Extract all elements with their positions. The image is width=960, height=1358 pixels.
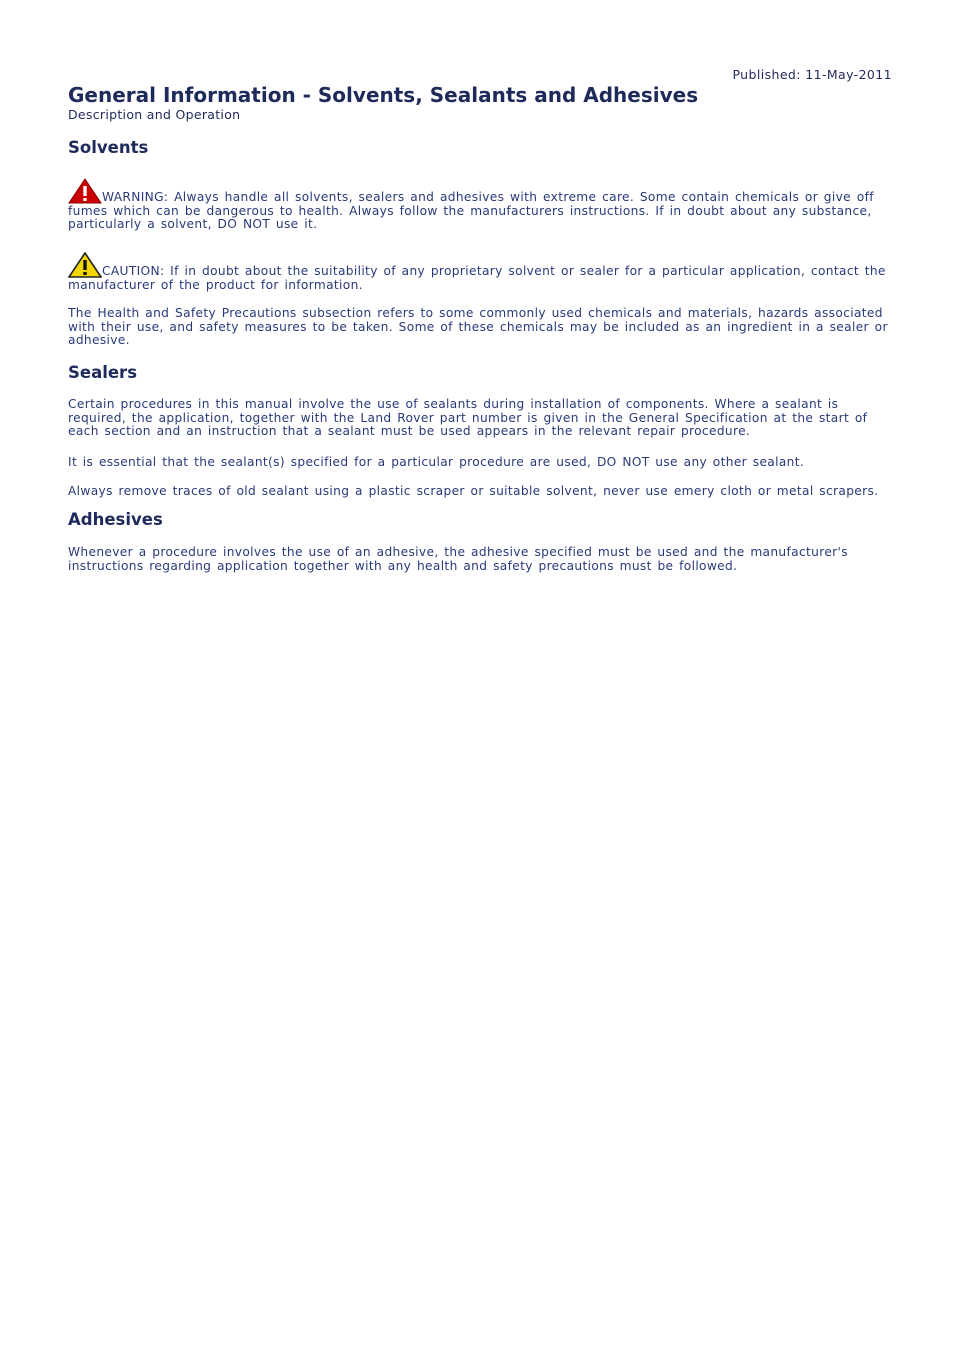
sealers-paragraph-2: It is essential that the sealant(s) specified for a particular procedure are used, DO NOT use any other sealant. — [68, 455, 805, 469]
sealers-paragraph-3: Always remove traces of old sealant using a plastic scraper or suitable solvent, never use emery cloth or metal scrapers. — [68, 484, 879, 498]
page-title: General Information - Solvents, Sealants and Adhesives — [68, 83, 699, 107]
caution-text: CAUTION: If in doubt about the suitability of any proprietary solvent or sealer for a particular application, contact the manufacturer of the product for information. — [68, 264, 886, 292]
warning-text: WARNING: Always handle all solvents, sealers and adhesives with extreme care. Some contain chemicals or give off fumes which can be dangerous to health. Always follow the manufacturers instructions. If in doubt about any substance, particularly a solvent, DO NOT use it. — [68, 190, 874, 231]
caution-note — [68, 252, 892, 292]
warning-note — [68, 178, 892, 232]
section-heading-adhesives: Adhesives — [68, 510, 163, 529]
warning-triangle-icon — [68, 178, 102, 204]
section-heading-solvents: Solvents — [68, 138, 149, 157]
caution-triangle-icon — [68, 252, 102, 278]
section-heading-sealers: Sealers — [68, 363, 138, 382]
published-date: Published: 11-May-2011 — [732, 67, 892, 82]
sealers-paragraph-1: Certain procedures in this manual involve the use of sealants during installation of components. Where a sealant is required, the application, together with the Land Rover part number is given in the General Specification at the start of each section and an instruction that a sealant must be used appears in the relevant repair procedure. — [68, 397, 868, 438]
page-subtitle: Description and Operation — [68, 107, 241, 122]
solvents-paragraph: The Health and Safety Precautions subsection refers to some commonly used chemicals and materials, hazards associated with their use, and safety measures to be taken. Some of these chemicals may be included as an ingredient in a sealer or adhesive. — [68, 306, 888, 347]
adhesives-paragraph: Whenever a procedure involves the use of an adhesive, the adhesive specified must be used and the manufacturer's instructions regarding application together with any health and safety precautions must be followed. — [68, 545, 848, 573]
